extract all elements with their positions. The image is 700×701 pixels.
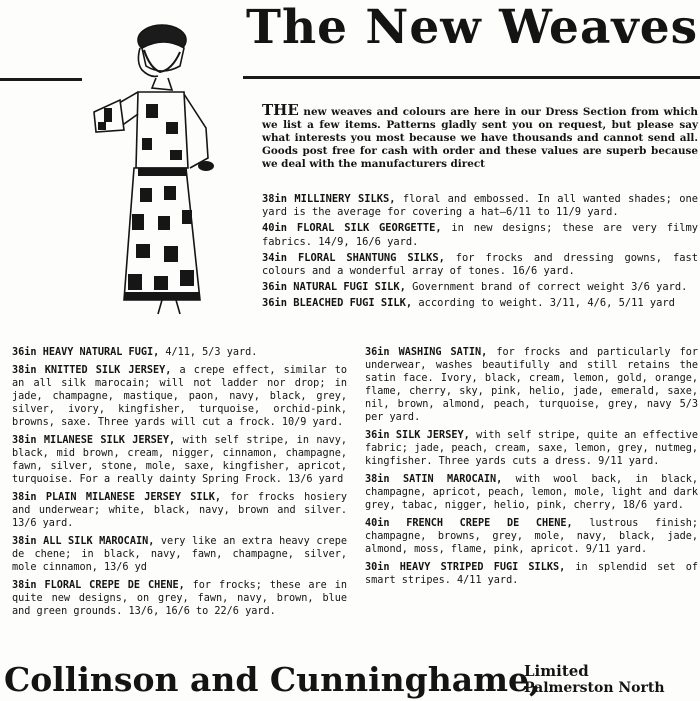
item-size: 36in bbox=[12, 347, 37, 358]
list-item bbox=[262, 193, 698, 219]
list-item bbox=[262, 252, 698, 278]
item-name: HEAVY NATURAL FUGI, bbox=[42, 347, 160, 358]
item-name: KNITTED SILK JERSEY, bbox=[44, 365, 172, 376]
top-item-list bbox=[262, 193, 698, 314]
item-name: BLEACHED FUGI SILK, bbox=[293, 297, 413, 310]
item-desc: very like an extra heavy crepe de chene; in black, navy, fawn, champagne, silver, mole cinnamon, 13/6 yd bbox=[12, 536, 348, 573]
item-name: MILANESE SILK JERSEY, bbox=[43, 435, 176, 446]
item-name: FLORAL SHANTUNG SILKS, bbox=[297, 251, 445, 264]
item-size: 38in bbox=[12, 435, 37, 446]
item-desc: Government brand of correct weight 3/6 yard. bbox=[405, 281, 688, 294]
item-desc: floral and embossed. In all wanted shades; one yard is the average for covering a hat—6/11 to 11/9 yard. bbox=[262, 193, 698, 219]
item-size: 38in bbox=[12, 492, 37, 503]
item-desc: for frocks and particularly for underwear, washes beautifully and still retains the satin face. Ivory, black, cream, lemon, gold, orange, flame, cherry, sky, pink, helio, jade, emerald, saxe, nil, brown, almond, peach, turquoise, grey, navy 5/3 per yard. bbox=[365, 347, 698, 423]
item-size: 38in bbox=[262, 193, 288, 205]
intro-paragraph bbox=[262, 101, 698, 171]
list-item bbox=[12, 434, 347, 486]
right-column-list bbox=[365, 346, 698, 592]
intro-initial: THE bbox=[262, 101, 299, 119]
list-item bbox=[12, 364, 347, 429]
item-desc: for frocks and dressing gowns, fast colours and a wonderful array of tones. 16/6 yard. bbox=[262, 251, 698, 278]
item-name: HEAVY STRIPED FUGI SILKS, bbox=[399, 562, 566, 573]
item-name: PLAIN MILANESE JERSEY SILK, bbox=[45, 492, 221, 503]
list-item bbox=[365, 517, 698, 556]
left-column-list bbox=[12, 346, 347, 623]
list-item bbox=[365, 346, 698, 424]
item-desc: a crepe effect, similar to an all silk marocain; will not ladder nor drop; in jade, champagne, mastique, paon, navy, black, grey, silver, ivory, kingfisher, turquoise, orchid-pink, browns, saxe. Three yards will cut a frock. 10/9 yard. bbox=[12, 365, 347, 428]
item-desc: with self stripe, quite an effective fabric; jade, peach, cream, saxe, lemon, grey, nutmeg, kingfisher. Three yards cuts a dress. 9/11 yard. bbox=[365, 430, 698, 467]
item-size: 38in bbox=[12, 365, 37, 376]
item-desc: 4/11, 5/3 yard. bbox=[159, 347, 258, 358]
item-name: FRENCH CREPE DE CHENE, bbox=[406, 518, 573, 529]
item-name: MILLINERY SILKS, bbox=[294, 193, 396, 205]
item-name: FLORAL SILK GEORGETTE, bbox=[296, 222, 442, 235]
firm-name: Collinson and Cunninghame, bbox=[4, 660, 541, 699]
list-item bbox=[365, 561, 698, 587]
item-size: 40in bbox=[262, 222, 288, 235]
item-desc: in new designs; these are very filmy fabrics. 14/9, 16/6 yard. bbox=[262, 222, 698, 248]
item-size: 38in bbox=[365, 474, 390, 485]
item-size: 36in bbox=[262, 281, 288, 294]
item-size: 38in bbox=[12, 580, 37, 591]
item-name: SATIN MAROCAIN, bbox=[402, 474, 503, 485]
item-size: 34in bbox=[262, 251, 288, 264]
item-size: 36in bbox=[365, 347, 390, 358]
header-rule-left bbox=[0, 78, 82, 81]
list-item bbox=[12, 579, 347, 618]
item-name: ALL SILK MAROCAIN, bbox=[43, 536, 155, 547]
item-size: 36in bbox=[365, 430, 390, 441]
list-item bbox=[365, 473, 698, 512]
list-item bbox=[262, 297, 698, 310]
list-item bbox=[12, 346, 347, 359]
item-name: FLORAL CREPE DE CHENE, bbox=[44, 580, 185, 591]
item-desc: for frocks; these are in quite new designs, on grey, fawn, navy, brown, blue and green grounds. 13/6, 16/6 to 22/6 yard. bbox=[12, 580, 347, 617]
intro-text: new weaves and colours are here in our Dress Section from which we list a few items. Patterns gladly sent you on request, but please say what interests you most because we have thousands and cannot send all. Goods post free for cash with order and these values are superb because we deal with the manufacturers direct bbox=[262, 106, 698, 171]
firm-limited: Limited bbox=[524, 662, 589, 680]
list-item bbox=[262, 281, 698, 294]
item-name: NATURAL FUGI SILK, bbox=[293, 281, 406, 294]
item-name: SILK JERSEY, bbox=[395, 430, 470, 441]
item-desc: in splendid set of smart stripes. 4/11 yard. bbox=[365, 562, 698, 586]
item-desc: for frocks hosiery and underwear; white, black, navy, brown and silver. 13/6 yard. bbox=[12, 492, 347, 529]
item-size: 40in bbox=[365, 518, 390, 529]
item-size: 30in bbox=[365, 562, 390, 573]
item-desc: with wool back, in black, champagne, apricot, peach, lemon, mole, light and dark grey, tabac, nigger, helio, pink, cherry, 18/6 yard. bbox=[365, 474, 698, 511]
header-rule-right bbox=[243, 76, 700, 79]
page-title: The New Weaves bbox=[246, 0, 699, 55]
item-name: WASHING SATIN, bbox=[398, 347, 488, 358]
firm-location: Palmerston North bbox=[524, 680, 665, 696]
list-item bbox=[12, 535, 347, 574]
item-size: 38in bbox=[12, 536, 37, 547]
fashion-illustration bbox=[80, 18, 240, 318]
list-item bbox=[12, 491, 347, 530]
item-size: 36in bbox=[262, 297, 288, 310]
item-desc: with self stripe, in navy, black, mid brown, cream, nigger, cinnamon, champagne, fawn, silver, stone, mole, saxe, kingfisher, apricot, turquoise. For a really dainty Spring Frock. 13/6 yard bbox=[12, 435, 347, 485]
list-item bbox=[365, 429, 698, 468]
item-desc: lustrous finish; champagne, browns, grey, mole, navy, black, jade, almond, moss, flame, pink, apricot. 9/11 yard. bbox=[365, 518, 698, 555]
item-desc: according to weight. 3/11, 4/6, 5/11 yard bbox=[412, 297, 675, 310]
list-item bbox=[262, 222, 698, 248]
